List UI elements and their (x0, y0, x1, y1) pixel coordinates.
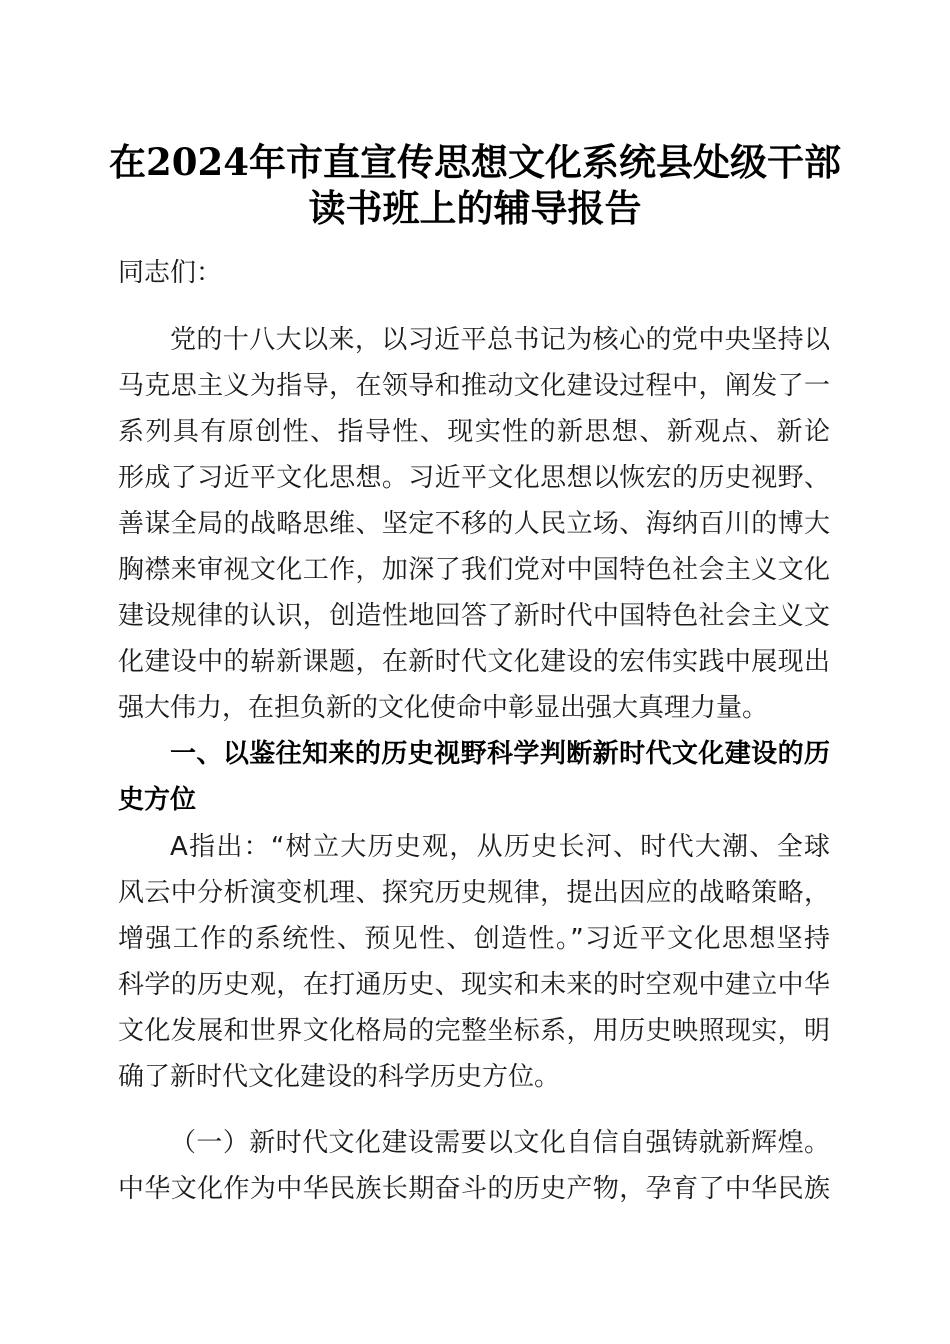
paragraph-3-line: （一）新时代文化建设需要以文化自信自强铸就新辉煌。 (170, 1128, 830, 1158)
paragraph-2-line: 科学的历史观，在打通历史、现实和未来的时空观中建立中华 (118, 970, 830, 1000)
paragraph-1-line: 善谋全局的战略思维、坚定不移的人民立场、海纳百川的博大 (118, 509, 830, 539)
paragraph-2-line: 确了新时代文化建设的科学历史方位。 (118, 1062, 561, 1092)
paragraph-1-line: 党的十八大以来，以习近平总书记为核心的党中央坚持以 (170, 325, 830, 355)
paragraph-3-line: 中华文化作为中华民族长期奋斗的历史产物，孕育了中华民族 (118, 1174, 830, 1204)
paragraph-1-line: 形成了习近平文化思想。习近平文化思想以恢宏的历史视野、 (118, 463, 830, 493)
salutation: 同志们： (118, 258, 223, 288)
paragraph-2-line: 风云中分析演变机理、探究历史规律，提出因应的战略策略， (118, 878, 830, 908)
section-heading-1: 一、以鉴往知来的历史视野科学判断新时代文化建设的历 (170, 739, 830, 769)
paragraph-2-line: 文化发展和世界文化格局的完整坐标系，用历史映照现实，明 (118, 1016, 830, 1046)
paragraph-2-line: 增强工作的系统性、预见性、创造性。”习近平文化思想坚持 (118, 924, 830, 954)
paragraph-1-line: 强大伟力，在担负新的文化使命中彰显出强大真理力量。 (118, 693, 769, 723)
paragraph-1-line: 马克思主义为指导，在领导和推动文化建设过程中，阐发了一 (118, 371, 830, 401)
paragraph-1-line: 建设规律的认识，创造性地回答了新时代中国特色社会主义文 (118, 601, 830, 631)
document-title-line-2: 读书班上的辅导报告 (308, 186, 642, 230)
section-heading-1: 史方位 (118, 785, 197, 815)
paragraph-2-line: A指出：“树立大历史观，从历史长河、时代大潮、全球 (170, 832, 830, 862)
paragraph-1-line: 系列具有原创性、指导性、现实性的新思想、新观点、新论 (118, 417, 830, 447)
paragraph-1-line: 胸襟来审视文化工作，加深了我们党对中国特色社会主义文化 (118, 555, 830, 585)
document-title-line-1: 在2024年市直宣传思想文化系统县处级干部 (109, 140, 841, 184)
paragraph-1-line: 化建设中的崭新课题，在新时代文化建设的宏伟实践中展现出 (118, 647, 830, 677)
